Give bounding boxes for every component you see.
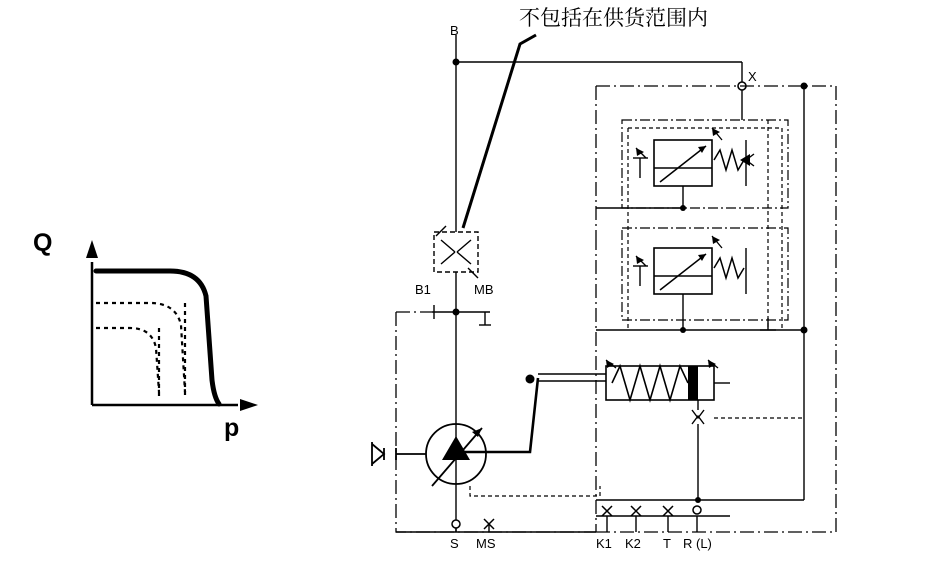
port-label-b: B [450,23,459,38]
schematic-lines [372,35,836,532]
valve-block-upper [596,120,788,330]
valve-block-lower [596,228,804,333]
qp-curve-chart [86,240,258,411]
port-label-ms: MS [476,536,496,551]
port-label-k1: K1 [596,536,612,551]
port-label-mb: MB [474,282,494,297]
port-label-s: S [450,536,459,551]
chart-x-axis-label: p [224,414,240,442]
port-label-t: T [663,536,671,551]
chart-y-axis-label: Q [33,229,53,257]
port-label-r: R (L) [683,536,712,551]
scope-note-label: 不包括在供货范围内 [519,7,708,30]
port-label-b1: B1 [415,282,431,297]
variable-pump [372,424,486,486]
control-cylinder [538,360,804,503]
port-label-x: X [748,69,757,84]
port-label-k2: K2 [625,536,641,551]
